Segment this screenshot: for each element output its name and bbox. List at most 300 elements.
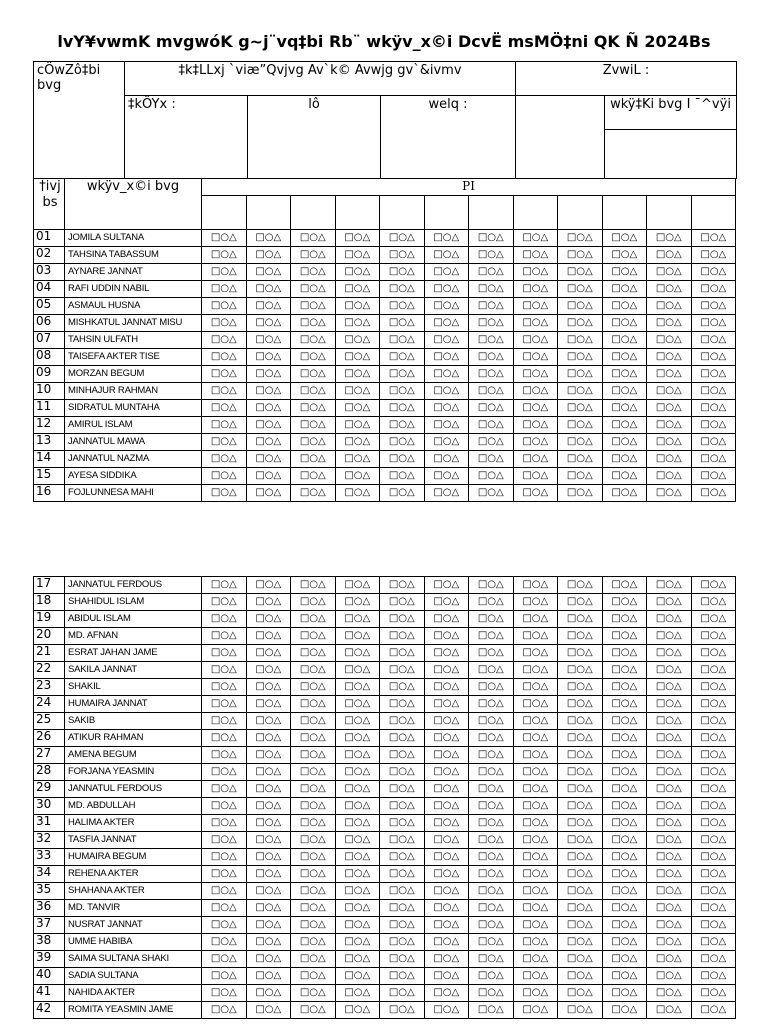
assessment-marker-cell[interactable] (424, 866, 469, 883)
assessment-marker-cell[interactable] (602, 985, 647, 1002)
assessment-marker-cell[interactable] (558, 934, 603, 951)
assessment-marker-cell[interactable] (647, 485, 692, 502)
assessment-marker-cell[interactable] (202, 315, 247, 332)
assessment-marker-cell[interactable] (335, 366, 380, 383)
assessment-marker-cell[interactable] (469, 696, 514, 713)
assessment-marker-cell[interactable] (380, 747, 425, 764)
assessment-marker-cell[interactable] (202, 485, 247, 502)
assessment-marker-cell[interactable] (602, 611, 647, 628)
assessment-marker-cell[interactable] (424, 900, 469, 917)
assessment-marker-cell[interactable] (202, 781, 247, 798)
assessment-marker-cell[interactable] (424, 485, 469, 502)
assessment-marker-cell[interactable] (246, 1002, 291, 1019)
assessment-marker-cell[interactable] (602, 866, 647, 883)
assessment-marker-cell[interactable] (291, 951, 336, 968)
assessment-marker-cell[interactable] (558, 485, 603, 502)
assessment-marker-cell[interactable] (602, 883, 647, 900)
assessment-marker-cell[interactable] (335, 577, 380, 594)
assessment-marker-cell[interactable] (202, 645, 247, 662)
assessment-marker-cell[interactable] (291, 747, 336, 764)
assessment-marker-cell[interactable] (647, 594, 692, 611)
assessment-marker-cell[interactable] (558, 985, 603, 1002)
assessment-marker-cell[interactable] (691, 349, 736, 366)
assessment-marker-cell[interactable] (691, 434, 736, 451)
assessment-marker-cell[interactable] (513, 434, 558, 451)
assessment-marker-cell[interactable] (602, 849, 647, 866)
assessment-marker-cell[interactable] (602, 662, 647, 679)
assessment-marker-cell[interactable] (246, 730, 291, 747)
assessment-marker-cell[interactable] (246, 713, 291, 730)
assessment-marker-cell[interactable] (558, 764, 603, 781)
assessment-marker-cell[interactable] (558, 332, 603, 349)
assessment-marker-cell[interactable] (558, 366, 603, 383)
assessment-marker-cell[interactable] (291, 247, 336, 264)
assessment-marker-cell[interactable] (202, 713, 247, 730)
assessment-marker-cell[interactable] (246, 281, 291, 298)
assessment-marker-cell[interactable] (469, 900, 514, 917)
assessment-marker-cell[interactable] (691, 628, 736, 645)
assessment-marker-cell[interactable] (647, 315, 692, 332)
assessment-marker-cell[interactable] (424, 628, 469, 645)
assessment-marker-cell[interactable] (513, 866, 558, 883)
assessment-marker-cell[interactable] (291, 781, 336, 798)
assessment-marker-cell[interactable] (380, 968, 425, 985)
assessment-marker-cell[interactable] (469, 798, 514, 815)
assessment-marker-cell[interactable] (602, 485, 647, 502)
assessment-marker-cell[interactable] (513, 747, 558, 764)
assessment-marker-cell[interactable] (424, 645, 469, 662)
assessment-marker-cell[interactable] (513, 934, 558, 951)
assessment-marker-cell[interactable] (602, 366, 647, 383)
assessment-marker-cell[interactable] (513, 900, 558, 917)
assessment-marker-cell[interactable] (647, 832, 692, 849)
assessment-marker-cell[interactable] (202, 900, 247, 917)
assessment-marker-cell[interactable] (424, 679, 469, 696)
assessment-marker-cell[interactable] (691, 332, 736, 349)
assessment-marker-cell[interactable] (246, 349, 291, 366)
assessment-marker-cell[interactable] (647, 400, 692, 417)
assessment-marker-cell[interactable] (691, 298, 736, 315)
assessment-marker-cell[interactable] (558, 264, 603, 281)
assessment-marker-cell[interactable] (602, 417, 647, 434)
assessment-marker-cell[interactable] (513, 400, 558, 417)
assessment-marker-cell[interactable] (380, 577, 425, 594)
assessment-marker-cell[interactable] (380, 628, 425, 645)
assessment-marker-cell[interactable] (602, 645, 647, 662)
assessment-marker-cell[interactable] (291, 815, 336, 832)
assessment-marker-cell[interactable] (335, 611, 380, 628)
assessment-marker-cell[interactable] (469, 451, 514, 468)
assessment-marker-cell[interactable] (246, 951, 291, 968)
assessment-marker-cell[interactable] (513, 468, 558, 485)
assessment-marker-cell[interactable] (558, 400, 603, 417)
assessment-marker-cell[interactable] (246, 611, 291, 628)
assessment-marker-cell[interactable] (513, 730, 558, 747)
assessment-marker-cell[interactable] (246, 781, 291, 798)
assessment-marker-cell[interactable] (647, 730, 692, 747)
assessment-marker-cell[interactable] (291, 883, 336, 900)
assessment-marker-cell[interactable] (647, 747, 692, 764)
assessment-marker-cell[interactable] (291, 628, 336, 645)
assessment-marker-cell[interactable] (202, 434, 247, 451)
assessment-marker-cell[interactable] (691, 985, 736, 1002)
assessment-marker-cell[interactable] (647, 883, 692, 900)
assessment-marker-cell[interactable] (602, 764, 647, 781)
assessment-marker-cell[interactable] (558, 781, 603, 798)
assessment-marker-cell[interactable] (469, 849, 514, 866)
assessment-marker-cell[interactable] (558, 815, 603, 832)
assessment-marker-cell[interactable] (558, 451, 603, 468)
assessment-marker-cell[interactable] (246, 298, 291, 315)
assessment-marker-cell[interactable] (469, 747, 514, 764)
assessment-marker-cell[interactable] (513, 281, 558, 298)
assessment-marker-cell[interactable] (424, 781, 469, 798)
assessment-marker-cell[interactable] (246, 917, 291, 934)
assessment-marker-cell[interactable] (513, 332, 558, 349)
assessment-marker-cell[interactable] (246, 628, 291, 645)
assessment-marker-cell[interactable] (246, 332, 291, 349)
assessment-marker-cell[interactable] (424, 298, 469, 315)
assessment-marker-cell[interactable] (469, 400, 514, 417)
assessment-marker-cell[interactable] (202, 281, 247, 298)
assessment-marker-cell[interactable] (513, 662, 558, 679)
assessment-marker-cell[interactable] (246, 849, 291, 866)
assessment-marker-cell[interactable] (647, 230, 692, 247)
assessment-marker-cell[interactable] (380, 696, 425, 713)
assessment-marker-cell[interactable] (202, 730, 247, 747)
assessment-marker-cell[interactable] (424, 577, 469, 594)
assessment-marker-cell[interactable] (691, 485, 736, 502)
assessment-marker-cell[interactable] (335, 781, 380, 798)
assessment-marker-cell[interactable] (602, 468, 647, 485)
assessment-marker-cell[interactable] (335, 400, 380, 417)
assessment-marker-cell[interactable] (291, 281, 336, 298)
assessment-marker-cell[interactable] (380, 662, 425, 679)
assessment-marker-cell[interactable] (469, 281, 514, 298)
assessment-marker-cell[interactable] (291, 417, 336, 434)
assessment-marker-cell[interactable] (513, 264, 558, 281)
assessment-marker-cell[interactable] (558, 798, 603, 815)
assessment-marker-cell[interactable] (246, 594, 291, 611)
assessment-marker-cell[interactable] (647, 764, 692, 781)
assessment-marker-cell[interactable] (424, 917, 469, 934)
assessment-marker-cell[interactable] (691, 645, 736, 662)
assessment-marker-cell[interactable] (380, 332, 425, 349)
assessment-marker-cell[interactable] (380, 815, 425, 832)
assessment-marker-cell[interactable] (335, 383, 380, 400)
assessment-marker-cell[interactable] (513, 985, 558, 1002)
assessment-marker-cell[interactable] (602, 951, 647, 968)
assessment-marker-cell[interactable] (513, 485, 558, 502)
assessment-marker-cell[interactable] (469, 594, 514, 611)
assessment-marker-cell[interactable] (691, 696, 736, 713)
assessment-marker-cell[interactable] (335, 679, 380, 696)
assessment-marker-cell[interactable] (647, 917, 692, 934)
assessment-marker-cell[interactable] (380, 315, 425, 332)
assessment-marker-cell[interactable] (513, 679, 558, 696)
assessment-marker-cell[interactable] (202, 247, 247, 264)
assessment-marker-cell[interactable] (513, 349, 558, 366)
assessment-marker-cell[interactable] (647, 451, 692, 468)
assessment-marker-cell[interactable] (647, 798, 692, 815)
assessment-marker-cell[interactable] (602, 383, 647, 400)
assessment-marker-cell[interactable] (602, 247, 647, 264)
assessment-marker-cell[interactable] (647, 951, 692, 968)
assessment-marker-cell[interactable] (246, 662, 291, 679)
assessment-marker-cell[interactable] (291, 730, 336, 747)
assessment-marker-cell[interactable] (424, 611, 469, 628)
assessment-marker-cell[interactable] (335, 281, 380, 298)
assessment-marker-cell[interactable] (558, 298, 603, 315)
assessment-marker-cell[interactable] (647, 332, 692, 349)
assessment-marker-cell[interactable] (335, 798, 380, 815)
assessment-marker-cell[interactable] (291, 985, 336, 1002)
assessment-marker-cell[interactable] (558, 247, 603, 264)
assessment-marker-cell[interactable] (335, 230, 380, 247)
assessment-marker-cell[interactable] (513, 713, 558, 730)
assessment-marker-cell[interactable] (380, 485, 425, 502)
assessment-marker-cell[interactable] (691, 451, 736, 468)
assessment-marker-cell[interactable] (469, 730, 514, 747)
assessment-marker-cell[interactable] (691, 468, 736, 485)
assessment-marker-cell[interactable] (291, 900, 336, 917)
assessment-marker-cell[interactable] (335, 434, 380, 451)
assessment-marker-cell[interactable] (246, 417, 291, 434)
assessment-marker-cell[interactable] (691, 934, 736, 951)
assessment-marker-cell[interactable] (602, 264, 647, 281)
assessment-marker-cell[interactable] (513, 315, 558, 332)
assessment-marker-cell[interactable] (246, 968, 291, 985)
assessment-marker-cell[interactable] (291, 485, 336, 502)
assessment-marker-cell[interactable] (291, 298, 336, 315)
assessment-marker-cell[interactable] (291, 764, 336, 781)
assessment-marker-cell[interactable] (558, 747, 603, 764)
assessment-marker-cell[interactable] (469, 628, 514, 645)
assessment-marker-cell[interactable] (602, 781, 647, 798)
assessment-marker-cell[interactable] (602, 815, 647, 832)
assessment-marker-cell[interactable] (513, 298, 558, 315)
assessment-marker-cell[interactable] (647, 985, 692, 1002)
assessment-marker-cell[interactable] (691, 849, 736, 866)
assessment-marker-cell[interactable] (558, 1002, 603, 1019)
assessment-marker-cell[interactable] (291, 798, 336, 815)
assessment-marker-cell[interactable] (513, 594, 558, 611)
assessment-marker-cell[interactable] (469, 662, 514, 679)
assessment-marker-cell[interactable] (202, 985, 247, 1002)
assessment-marker-cell[interactable] (246, 798, 291, 815)
assessment-marker-cell[interactable] (513, 832, 558, 849)
assessment-marker-cell[interactable] (202, 917, 247, 934)
assessment-marker-cell[interactable] (380, 985, 425, 1002)
assessment-marker-cell[interactable] (558, 866, 603, 883)
assessment-marker-cell[interactable] (380, 468, 425, 485)
assessment-marker-cell[interactable] (246, 315, 291, 332)
assessment-marker-cell[interactable] (380, 434, 425, 451)
assessment-marker-cell[interactable] (291, 349, 336, 366)
assessment-marker-cell[interactable] (691, 400, 736, 417)
assessment-marker-cell[interactable] (424, 281, 469, 298)
assessment-marker-cell[interactable] (691, 417, 736, 434)
assessment-marker-cell[interactable] (691, 730, 736, 747)
assessment-marker-cell[interactable] (246, 247, 291, 264)
assessment-marker-cell[interactable] (202, 934, 247, 951)
assessment-marker-cell[interactable] (513, 968, 558, 985)
assessment-marker-cell[interactable] (513, 383, 558, 400)
assessment-marker-cell[interactable] (513, 951, 558, 968)
assessment-marker-cell[interactable] (202, 417, 247, 434)
assessment-marker-cell[interactable] (380, 349, 425, 366)
assessment-marker-cell[interactable] (335, 417, 380, 434)
assessment-marker-cell[interactable] (691, 900, 736, 917)
assessment-marker-cell[interactable] (380, 781, 425, 798)
assessment-marker-cell[interactable] (291, 713, 336, 730)
assessment-marker-cell[interactable] (469, 883, 514, 900)
assessment-marker-cell[interactable] (380, 230, 425, 247)
assessment-marker-cell[interactable] (691, 815, 736, 832)
assessment-marker-cell[interactable] (691, 281, 736, 298)
assessment-marker-cell[interactable] (380, 400, 425, 417)
assessment-marker-cell[interactable] (380, 764, 425, 781)
assessment-marker-cell[interactable] (424, 662, 469, 679)
assessment-marker-cell[interactable] (291, 917, 336, 934)
assessment-marker-cell[interactable] (335, 968, 380, 985)
assessment-marker-cell[interactable] (335, 645, 380, 662)
assessment-marker-cell[interactable] (469, 577, 514, 594)
assessment-marker-cell[interactable] (513, 1002, 558, 1019)
assessment-marker-cell[interactable] (291, 577, 336, 594)
assessment-marker-cell[interactable] (469, 645, 514, 662)
assessment-marker-cell[interactable] (469, 1002, 514, 1019)
assessment-marker-cell[interactable] (246, 815, 291, 832)
assessment-marker-cell[interactable] (246, 264, 291, 281)
assessment-marker-cell[interactable] (469, 298, 514, 315)
assessment-marker-cell[interactable] (647, 298, 692, 315)
assessment-marker-cell[interactable] (691, 383, 736, 400)
assessment-marker-cell[interactable] (246, 577, 291, 594)
assessment-marker-cell[interactable] (691, 315, 736, 332)
assessment-marker-cell[interactable] (202, 968, 247, 985)
assessment-marker-cell[interactable] (558, 434, 603, 451)
assessment-marker-cell[interactable] (246, 679, 291, 696)
assessment-marker-cell[interactable] (424, 264, 469, 281)
assessment-marker-cell[interactable] (469, 679, 514, 696)
assessment-marker-cell[interactable] (380, 1002, 425, 1019)
assessment-marker-cell[interactable] (647, 815, 692, 832)
assessment-marker-cell[interactable] (647, 849, 692, 866)
assessment-marker-cell[interactable] (602, 332, 647, 349)
assessment-marker-cell[interactable] (513, 611, 558, 628)
assessment-marker-cell[interactable] (469, 934, 514, 951)
assessment-marker-cell[interactable] (246, 764, 291, 781)
assessment-marker-cell[interactable] (691, 1002, 736, 1019)
assessment-marker-cell[interactable] (647, 900, 692, 917)
assessment-marker-cell[interactable] (691, 883, 736, 900)
assessment-marker-cell[interactable] (513, 815, 558, 832)
assessment-marker-cell[interactable] (246, 883, 291, 900)
assessment-marker-cell[interactable] (691, 968, 736, 985)
assessment-marker-cell[interactable] (424, 764, 469, 781)
assessment-marker-cell[interactable] (558, 679, 603, 696)
assessment-marker-cell[interactable] (691, 747, 736, 764)
assessment-marker-cell[interactable] (469, 366, 514, 383)
assessment-marker-cell[interactable] (647, 934, 692, 951)
assessment-marker-cell[interactable] (647, 577, 692, 594)
assessment-marker-cell[interactable] (602, 349, 647, 366)
assessment-marker-cell[interactable] (291, 468, 336, 485)
assessment-marker-cell[interactable] (424, 1002, 469, 1019)
assessment-marker-cell[interactable] (335, 485, 380, 502)
assessment-marker-cell[interactable] (246, 451, 291, 468)
assessment-marker-cell[interactable] (246, 645, 291, 662)
assessment-marker-cell[interactable] (513, 883, 558, 900)
assessment-marker-cell[interactable] (202, 577, 247, 594)
assessment-marker-cell[interactable] (647, 247, 692, 264)
assessment-marker-cell[interactable] (469, 434, 514, 451)
assessment-marker-cell[interactable] (246, 468, 291, 485)
assessment-marker-cell[interactable] (691, 781, 736, 798)
assessment-marker-cell[interactable] (424, 417, 469, 434)
assessment-marker-cell[interactable] (335, 594, 380, 611)
assessment-marker-cell[interactable] (380, 679, 425, 696)
assessment-marker-cell[interactable] (513, 781, 558, 798)
assessment-marker-cell[interactable] (202, 798, 247, 815)
assessment-marker-cell[interactable] (424, 832, 469, 849)
assessment-marker-cell[interactable] (202, 298, 247, 315)
assessment-marker-cell[interactable] (424, 951, 469, 968)
assessment-marker-cell[interactable] (602, 679, 647, 696)
assessment-marker-cell[interactable] (513, 917, 558, 934)
assessment-marker-cell[interactable] (558, 281, 603, 298)
assessment-marker-cell[interactable] (558, 883, 603, 900)
assessment-marker-cell[interactable] (291, 849, 336, 866)
assessment-marker-cell[interactable] (424, 468, 469, 485)
assessment-marker-cell[interactable] (291, 645, 336, 662)
assessment-marker-cell[interactable] (424, 349, 469, 366)
assessment-marker-cell[interactable] (335, 951, 380, 968)
assessment-marker-cell[interactable] (202, 764, 247, 781)
assessment-marker-cell[interactable] (424, 815, 469, 832)
assessment-marker-cell[interactable] (291, 866, 336, 883)
assessment-marker-cell[interactable] (691, 247, 736, 264)
assessment-marker-cell[interactable] (335, 315, 380, 332)
assessment-marker-cell[interactable] (202, 662, 247, 679)
assessment-marker-cell[interactable] (380, 900, 425, 917)
assessment-marker-cell[interactable] (558, 849, 603, 866)
assessment-marker-cell[interactable] (202, 832, 247, 849)
assessment-marker-cell[interactable] (291, 679, 336, 696)
assessment-marker-cell[interactable] (647, 1002, 692, 1019)
assessment-marker-cell[interactable] (335, 264, 380, 281)
assessment-marker-cell[interactable] (424, 434, 469, 451)
assessment-marker-cell[interactable] (513, 247, 558, 264)
assessment-marker-cell[interactable] (380, 383, 425, 400)
assessment-marker-cell[interactable] (469, 332, 514, 349)
assessment-marker-cell[interactable] (647, 696, 692, 713)
assessment-marker-cell[interactable] (513, 798, 558, 815)
assessment-marker-cell[interactable] (424, 594, 469, 611)
assessment-marker-cell[interactable] (469, 468, 514, 485)
assessment-marker-cell[interactable] (335, 1002, 380, 1019)
assessment-marker-cell[interactable] (469, 230, 514, 247)
assessment-marker-cell[interactable] (335, 985, 380, 1002)
assessment-marker-cell[interactable] (246, 434, 291, 451)
assessment-marker-cell[interactable] (558, 832, 603, 849)
assessment-marker-cell[interactable] (558, 968, 603, 985)
assessment-marker-cell[interactable] (558, 730, 603, 747)
assessment-marker-cell[interactable] (380, 730, 425, 747)
assessment-marker-cell[interactable] (202, 611, 247, 628)
assessment-marker-cell[interactable] (424, 366, 469, 383)
